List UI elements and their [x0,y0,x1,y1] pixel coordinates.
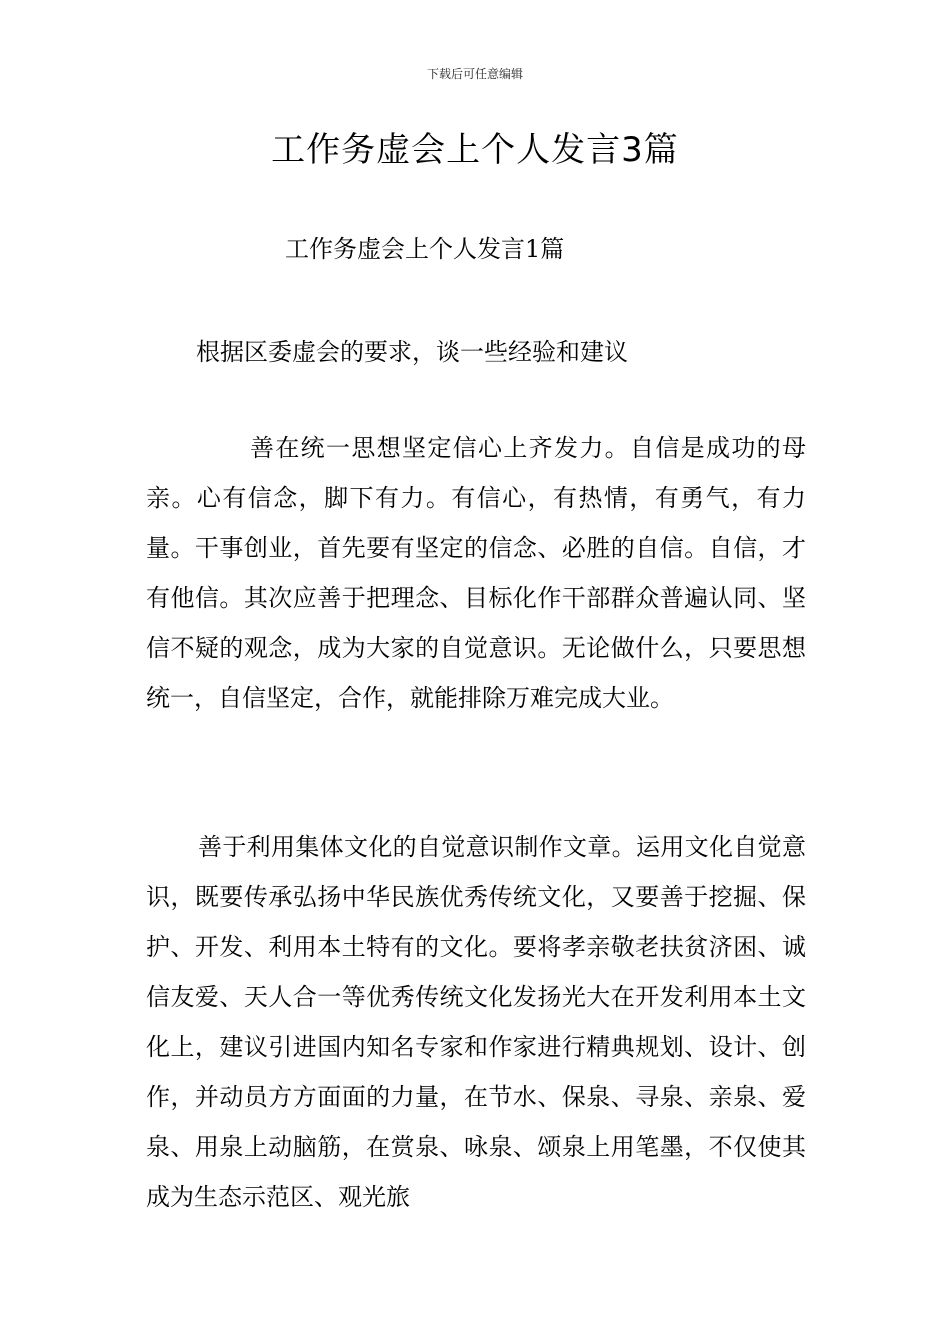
body-paragraph-2: 善于利用集体文化的自觉意识制作文章。运用文化自觉意识，既要传承弘扬中华民族优秀传统文化，又要善于挖掘、保护、开发、利用本土特有的文化。要将孝亲敬老扶贫济困、诚信友爱、天人合一等优秀传统文化发扬光大在开发利用本土文化上，建议引进国内知名专家和作家进行精典规划、设计、创作，并动员方方面面的力量，在节水、保泉、寻泉、亲泉、爱泉、用泉上动脑筋，在赏泉、咏泉、颂泉上用笔墨，不仅使其成为生态示范区、观光旅 [146,833,806,1211]
page-title: 工作务虚会上个人发言3篇 [271,130,679,170]
section-subtitle: 工作务虚会上个人发言1篇 [285,235,565,263]
intro-line: 根据区委虚会的要求，谈一些经验和建议 [196,338,628,366]
header-note: 下载后可任意编辑 [426,67,523,81]
body-paragraph-1: 善在统一思想坚定信心上齐发力。自信是成功的母亲。心有信念，脚下有力。有信心，有热情，有勇气，有力量。干事创业，首先要有坚定的信念、必胜的自信。自信，才有他信。其次应善于把理念、目标化作干部群众普遍认同、坚信不疑的观念，成为大家的自觉意识。无论做什么，只要思想统一，自信坚定，合作，就能排除万难完成大业。 [146,434,806,712]
